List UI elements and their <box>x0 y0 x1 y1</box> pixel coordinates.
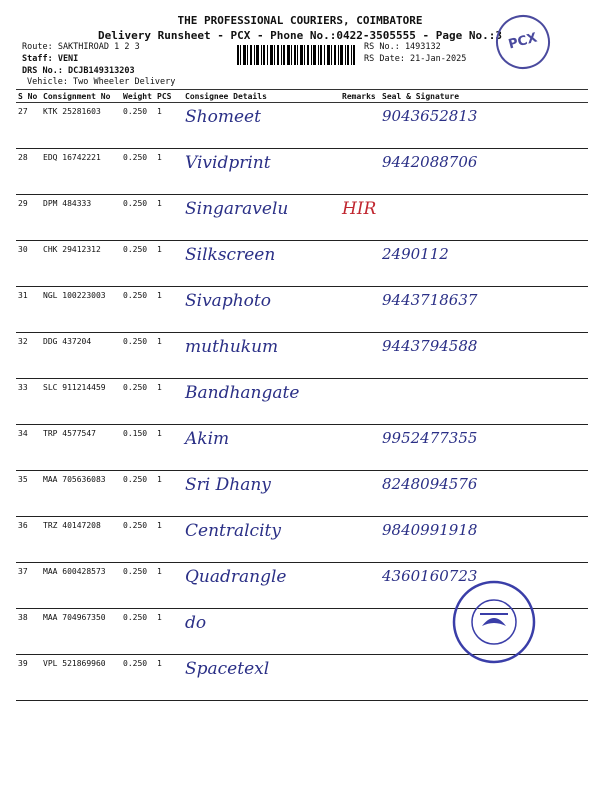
remarks-cell <box>340 609 380 655</box>
table-row <box>16 195 588 241</box>
rs-date: RS Date: 21-Jan-2025 <box>364 54 467 64</box>
cn-cell: MAA 705636083 <box>41 471 121 517</box>
barcode-image <box>237 45 355 65</box>
signature-cell: 8248094576 <box>380 471 588 517</box>
cn-cell: DDG 437204 <box>41 333 121 379</box>
consignee-cell: Shomeet <box>183 103 340 149</box>
vehicle-label: Vehicle: Two Wheeler Delivery <box>27 77 176 87</box>
cn-cell: CHK 29412312 <box>41 241 121 287</box>
pcs-cell: 1 <box>155 563 183 609</box>
remarks-cell <box>340 471 380 517</box>
consignee-header: Consignee Details <box>183 90 340 103</box>
remarks-cell <box>340 655 380 701</box>
cn-cell: EDQ 16742221 <box>41 149 121 195</box>
remarks-cell <box>340 563 380 609</box>
sno-cell: 30 <box>16 241 41 287</box>
cn-cell: NGL 100223003 <box>41 287 121 333</box>
sno-cell: 27 <box>16 103 41 149</box>
signature-cell <box>380 379 588 425</box>
cn-cell: DPM 484333 <box>41 195 121 241</box>
pcs-cell: 1 <box>155 241 183 287</box>
cn-cell: VPL 521869960 <box>41 655 121 701</box>
signature-cell: 2490112 <box>380 241 588 287</box>
pcs-cell: 1 <box>155 103 183 149</box>
consignment-header: Consignment No <box>41 90 121 103</box>
wt-cell: 0.250 <box>121 287 155 333</box>
sno-cell: 34 <box>16 425 41 471</box>
wt-cell: 0.250 <box>121 379 155 425</box>
wt-cell: 0.250 <box>121 609 155 655</box>
pcs-cell: 1 <box>155 655 183 701</box>
table-row <box>16 103 588 149</box>
remarks-cell <box>340 241 380 287</box>
sno-cell: 29 <box>16 195 41 241</box>
sno-cell: 31 <box>16 287 41 333</box>
pcs-header: PCS <box>155 90 183 103</box>
signature-cell: 9443718637 <box>380 287 588 333</box>
consignee-cell: Centralcity <box>183 517 340 563</box>
remarks-cell <box>340 425 380 471</box>
pcs-cell: 1 <box>155 517 183 563</box>
sno-cell: 28 <box>16 149 41 195</box>
wt-cell: 0.250 <box>121 471 155 517</box>
signature-cell: 4360160723 <box>380 563 588 609</box>
cn-cell: TRP 4577547 <box>41 425 121 471</box>
route-label: Route: SAKTHIROAD 1 2 3 <box>22 42 140 52</box>
pcs-cell: 1 <box>155 609 183 655</box>
cn-cell: MAA 704967350 <box>41 609 121 655</box>
signature-cell: 9443794588 <box>380 333 588 379</box>
cn-cell: MAA 600428573 <box>41 563 121 609</box>
consignee-cell: muthukum <box>183 333 340 379</box>
consignee-cell: Akim <box>183 425 340 471</box>
signature-cell: 9840991918 <box>380 517 588 563</box>
table-row <box>16 287 588 333</box>
remarks-cell <box>340 287 380 333</box>
consignee-cell: Spacetexl <box>183 655 340 701</box>
pcs-cell: 1 <box>155 379 183 425</box>
remarks-header: Remarks <box>340 90 380 103</box>
consignee-cell: Bandhangate <box>183 379 340 425</box>
signature-cell: 9043652813 <box>380 103 588 149</box>
table-row <box>16 425 588 471</box>
wt-cell: 0.250 <box>121 333 155 379</box>
remarks-cell <box>340 517 380 563</box>
consignee-cell: Singaravelu <box>183 195 340 241</box>
pcs-cell: 1 <box>155 333 183 379</box>
consignee-cell: Silkscreen <box>183 241 340 287</box>
table-header-row <box>16 90 588 103</box>
sno-cell: 36 <box>16 517 41 563</box>
sno-cell: 38 <box>16 609 41 655</box>
wt-cell: 0.250 <box>121 195 155 241</box>
wt-cell: 0.250 <box>121 655 155 701</box>
consignee-cell: Quadrangle <box>183 563 340 609</box>
wt-cell: 0.150 <box>121 425 155 471</box>
table-row <box>16 471 588 517</box>
signature-header: Seal & Signature <box>380 90 588 103</box>
signature-cell <box>380 195 588 241</box>
signature-cell: 9952477355 <box>380 425 588 471</box>
remarks-cell <box>340 379 380 425</box>
chennai-silks-seal <box>452 580 537 665</box>
consignee-cell: Vividprint <box>183 149 340 195</box>
pcs-cell: 1 <box>155 471 183 517</box>
wt-cell: 0.250 <box>121 517 155 563</box>
pcx-stamp: PCX <box>490 9 556 75</box>
wt-cell: 0.250 <box>121 241 155 287</box>
sno-cell: 39 <box>16 655 41 701</box>
wt-cell: 0.250 <box>121 103 155 149</box>
cn-cell: SLC 911214459 <box>41 379 121 425</box>
signature-cell: 9442088706 <box>380 149 588 195</box>
pcs-cell: 1 <box>155 287 183 333</box>
consignee-cell: Sivaphoto <box>183 287 340 333</box>
wt-cell: 0.250 <box>121 563 155 609</box>
remarks-cell <box>340 103 380 149</box>
staff-label: Staff: VENI <box>22 54 79 64</box>
drs-label: DRS No.: DCJB149313203 <box>22 66 135 76</box>
company-title: THE PROFESSIONAL COURIERS, COIMBATORE <box>177 14 423 27</box>
table-row <box>16 149 588 195</box>
remarks-cell <box>340 333 380 379</box>
sno-cell: 35 <box>16 471 41 517</box>
consignee-cell: Sri Dhany <box>183 471 340 517</box>
weight-header: Weight <box>121 90 155 103</box>
cn-cell: KTK 25281603 <box>41 103 121 149</box>
sno-cell: 37 <box>16 563 41 609</box>
cn-cell: TRZ 40147208 <box>41 517 121 563</box>
table-row <box>16 241 588 287</box>
remarks-cell: HIR <box>340 195 380 241</box>
table-row <box>16 379 588 425</box>
table-row <box>16 517 588 563</box>
sno-cell: 33 <box>16 379 41 425</box>
pcs-cell: 1 <box>155 195 183 241</box>
rs-number: RS No.: 1493132 <box>364 42 441 52</box>
pcs-cell: 1 <box>155 425 183 471</box>
wt-cell: 0.250 <box>121 149 155 195</box>
pcs-cell: 1 <box>155 149 183 195</box>
runsheet-title: Delivery Runsheet - PCX - Phone No.:0422-3505555 - Page No.:3 <box>98 29 502 42</box>
s-no-header: S No <box>16 90 41 103</box>
remarks-cell <box>340 149 380 195</box>
consignee-cell: do <box>183 609 340 655</box>
table-row <box>16 333 588 379</box>
sno-cell: 32 <box>16 333 41 379</box>
